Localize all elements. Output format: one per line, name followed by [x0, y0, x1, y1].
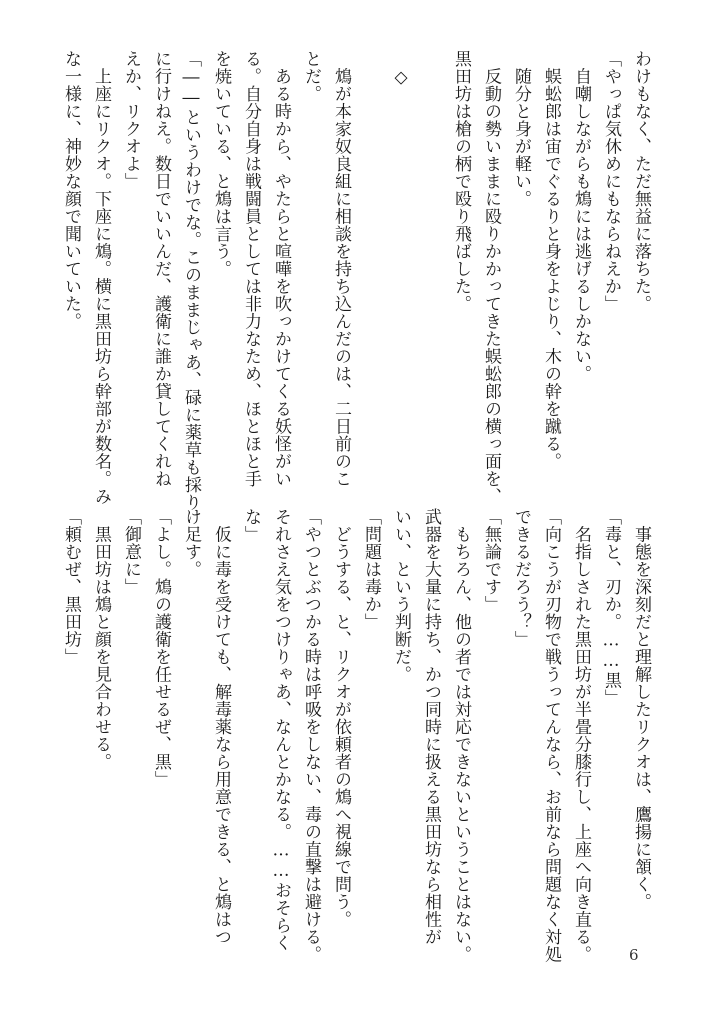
text-line: 仮に毒を受けても、解毒薬なら用意できる、と鴆はつ	[211, 508, 231, 946]
text-line: に行けねえ。数日でいいんだ、護衛に誰か貸してくれね	[151, 50, 171, 488]
text-line: 「無論です」	[481, 508, 501, 613]
text-line: 黒田坊は槍の柄で殴り飛ばした。	[451, 50, 471, 313]
text-line: とだ。	[301, 50, 321, 103]
text-line: る。自分自身は戦闘員としては非力なため、ほとほと手	[241, 50, 261, 488]
text-line: 「――というわけでな。このままじゃあ、碌に薬草も採り	[181, 50, 201, 511]
text-line: 「毒と、刃か。……黒」	[601, 508, 621, 707]
text-line: 「頼むぜ、黒田坊」	[61, 508, 81, 666]
text-line: わけもなく、ただ無益に落ちた。	[631, 50, 651, 313]
text-line: け足す。	[181, 508, 201, 578]
text-line: 「向こうが刃物で戦うってんなら、お前なら問題なく対処	[541, 508, 561, 963]
text-line: 名指しされた黒田坊が半畳分膝行し、上座へ向き直る。	[571, 508, 591, 963]
text-line: もちろん、他の者では対応できないということはない。	[451, 508, 471, 963]
text-block-top	[56, 50, 656, 511]
text-line-blank	[356, 50, 386, 500]
page-number: 6	[629, 946, 639, 964]
text-line: 自嘲しながらも鴆には逃げるしかない。	[571, 50, 591, 383]
text-line: 「やつとぶつかる時は呼吸をしない、毒の直撃は避ける。	[301, 508, 321, 963]
text-line: どうする、と、リクオが依頼者の鴆へ視線で問う。	[331, 508, 351, 928]
scene-break-diamond: ◇	[391, 50, 411, 88]
text-line: 鴆が本家奴良組に相談を持ち込んだのは、二日前のこ	[331, 50, 351, 488]
text-line: それさえ気をつけりゃあ、なんとかなる。……おそらく	[271, 508, 291, 952]
text-line: 事態を深刻だと理解したリクオは、鷹揚に頷く。	[631, 508, 651, 911]
text-line: 武器を大量に持ち、かつ同時に扱える黒田坊なら相性が	[421, 508, 441, 946]
text-line: 「よし。鴆の護衛を任せるぜ、黒」	[151, 508, 171, 788]
text-line: 反動の勢いままに殴りかかってきた蜈蚣郎の横っ面を、	[481, 50, 501, 505]
text-line: ある時から、やたらと喧嘩を吹っかけてくる妖怪がい	[271, 50, 291, 488]
text-line: いい、という判断だ。	[391, 508, 411, 683]
text-line: を焼いている、と鴆は言う。	[211, 50, 231, 278]
text-line: 黒田坊は鴆と顔を見合わせる。	[91, 508, 111, 771]
text-line: な一様に、神妙な顔で聞いていた。	[61, 50, 81, 330]
text-line: 蜈蚣郎は宙でぐるりと身をよじり、木の幹を蹴る。	[541, 50, 561, 470]
text-line: 「問題は毒か」	[361, 508, 381, 631]
text-line: できるだろう？」	[511, 508, 531, 648]
text-line: えか、リクオよ」	[121, 50, 141, 190]
text-line: 随分と身が軽い。	[511, 50, 531, 208]
text-line: 上座にリクオ。下座に鴆。横に黒田坊ら幹部が数名。み	[91, 50, 111, 505]
text-line: 「やっぱ気休めにもならねえか」	[601, 50, 621, 313]
text-block-bottom	[56, 508, 656, 963]
text-line-blank	[416, 50, 446, 500]
text-line: 「御意に」	[121, 508, 141, 596]
text-line: な」	[241, 508, 261, 543]
